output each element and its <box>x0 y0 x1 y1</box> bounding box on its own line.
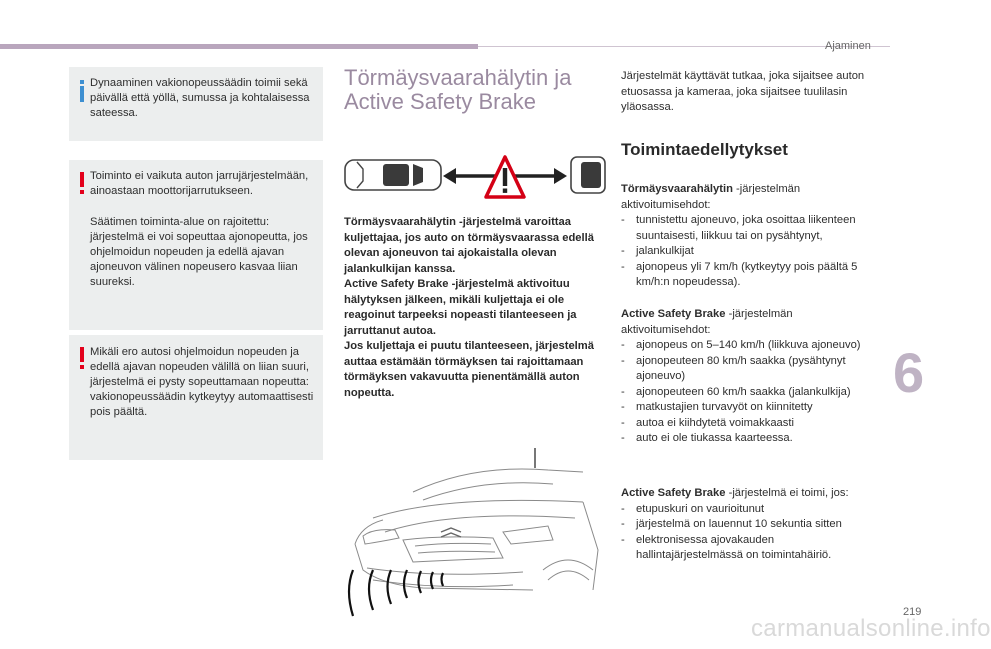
list-item: - ajonopeuteen 80 km/h saakka (pysähtynyt ajoneuvo) <box>621 354 883 385</box>
page-title-line-2: Active Safety Brake <box>344 89 536 114</box>
info-icon <box>79 80 85 102</box>
warning-note-2 <box>69 335 323 460</box>
list-item: - ajonopeuteen 60 km/h saakka (jalankulkija) <box>621 385 883 401</box>
description-text <box>344 215 602 401</box>
warning-icon <box>79 172 85 194</box>
description-paragraph-2: Active Safety Brake -järjestelmä aktivoituu hälytyksen jälkeen, mikäli kuljettaja ei ole reagoinut tarpeeksi nopeasti tilanteeseen ja jarruttanut autoa. <box>344 278 577 337</box>
list-item: - autoa ei kiihdytetä voimakkaasti <box>621 416 883 432</box>
list-item: - ajonopeus yli 7 km/h (kytkeytyy pois päältä 5 km/h:n nopeudessa). <box>621 260 883 291</box>
conditions-group-3-title: Active Safety Brake -järjestelmä ei toimi, jos: <box>621 487 849 499</box>
watermark-footer: carmanualsonline.info <box>751 615 991 642</box>
conditions-group-2 <box>621 307 883 447</box>
warning-note-2-text: Mikäli ero autosi ohjelmoidun nopeuden ja edellä ajavan nopeuden välillä on liian suuri, järjestelmä ei pysty sopeuttamaan nopeutta: vakionopeussäädin kytkeytyy automaattisesti pois päältä. <box>90 346 314 418</box>
conditions-group-2-title: Active Safety Brake -järjestelmän aktivoitumisehdot: <box>621 308 793 336</box>
conditions-group-1 <box>621 182 883 291</box>
warning-note-1-text-b: Säätimen toiminta-alue on rajoitettu: järjestelmä ei voi sopeuttaa ajonopeutta, jos ohjelmoidun nopeuden ja edellä ajavan ajoneuvon välinen nopeusero kasvaa liian suureksi. <box>90 216 308 288</box>
page-number: 219 <box>903 606 922 618</box>
list-item: - matkustajien turvavyöt on kiinnitetty <box>621 400 883 416</box>
list-item: - tunnistettu ajoneuvo, joka osoittaa liikenteen suuntaisesti, liikkuu tai on pysähtynyt, <box>621 213 883 244</box>
conditions-list-1 <box>621 213 883 291</box>
collision-warning-illustration <box>343 152 605 200</box>
list-item: - järjestelmä on lauennut 10 sekuntia sitten <box>621 517 883 533</box>
section-heading: Toimintaedellytykset <box>621 140 788 159</box>
conditions-list-3 <box>621 502 883 564</box>
list-item: - ajonopeus on 5–140 km/h (liikkuva ajoneuvo) <box>621 338 883 354</box>
list-item: - jalankulkijat <box>621 244 883 260</box>
conditions-group-1-title: Törmäysvaarahälytin -järjestelmän aktivoitumisehdot: <box>621 183 801 211</box>
warning-note-1-text-a: Toiminto ei vaikuta auton jarrujärjestelmään, ainoastaan moottorijarrutukseen. <box>90 170 309 197</box>
header-bar <box>0 44 478 49</box>
page-title-line-1: Törmäysvaarahälytin ja <box>344 65 572 90</box>
chapter-tab: 6 <box>893 341 925 404</box>
warning-icon <box>79 347 85 369</box>
car-radar-illustration <box>343 440 603 624</box>
section-title: Ajaminen <box>825 40 871 52</box>
info-note <box>69 67 323 141</box>
info-note-text: Dynaaminen vakionopeussäädin toimii sekä päivällä että yöllä, sumussa ja kohtalaisessa sateessa. <box>90 77 310 119</box>
conditions-group-3 <box>621 486 883 564</box>
radar-waves-icon <box>349 570 443 616</box>
list-item: - etupuskuri on vaurioitunut <box>621 502 883 518</box>
conditions-list-2 <box>621 338 883 447</box>
rear-car-icon <box>345 160 441 190</box>
description-paragraph-3: Jos kuljettaja ei puutu tilanteeseen, järjestelmä auttaa estämään törmäyksen tai rajoittamaan törmäyksen vakavuutta pienentämällä auton nopeutta. <box>344 340 594 399</box>
list-item: - auto ei ole tiukassa kaarteessa. <box>621 431 883 447</box>
page-title <box>344 66 594 114</box>
warning-note-1 <box>69 160 323 330</box>
front-car-icon <box>571 157 605 193</box>
description-paragraph-1: Törmäysvaarahälytin -järjestelmä varoittaa kuljettajaa, jos auto on törmäysvaarassa edellä olevan ajoneuvon tai ajokaistalla olevan jalankulkijan kanssa. <box>344 216 594 275</box>
intro-text: Järjestelmät käyttävät tutkaa, joka sijaitsee auton etuosassa ja kameraa, joka sijaitsee tuulilasin yläosassa. <box>621 70 865 113</box>
list-item: - elektronisessa ajovakauden hallintajärjestelmässä on toimintahäiriö. <box>621 533 883 564</box>
